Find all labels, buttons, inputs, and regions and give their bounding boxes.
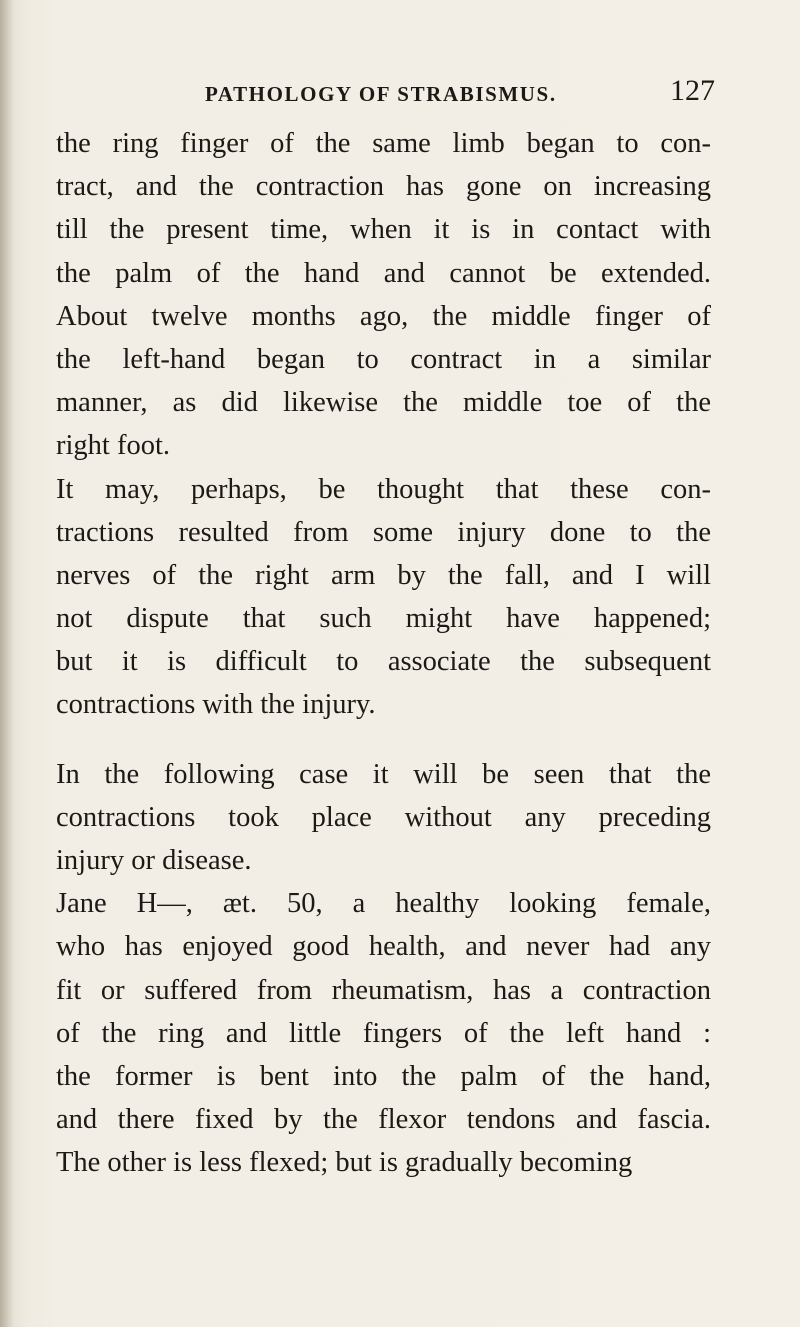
text-line: nerves of the right arm by the fall, and I will (56, 559, 711, 591)
body-text (56, 122, 711, 1185)
text-line: About twelve months ago, the middle finger of (56, 300, 711, 332)
text-line: fit or suffered from rheumatism, has a contraction (56, 974, 711, 1006)
text-line: who has enjoyed good health, and never had any (56, 931, 711, 963)
text-line: tract, and the contraction has gone on increasing (56, 171, 711, 203)
text-line: right foot. (56, 430, 170, 462)
text-line: In the following case it will be seen that the (56, 758, 711, 790)
text-line: till the present time, when it is in contact with (56, 214, 711, 246)
text-line: the former is bent into the palm of the hand, (56, 1060, 711, 1092)
text-line: contractions took place without any preceding (56, 801, 711, 833)
paragraph-gap (56, 727, 711, 753)
text-line: tractions resulted from some injury done to the (56, 516, 711, 548)
running-head (205, 70, 715, 110)
text-line: but it is difficult to associate the subsequent (56, 646, 711, 678)
text-line: and there fixed by the flexor tendons and fascia. (56, 1104, 711, 1136)
text-line: the ring finger of the same limb began to con- (56, 128, 711, 159)
text-line: It may, perhaps, be thought that these con- (56, 473, 711, 505)
text-line: injury or disease. (56, 845, 252, 876)
text-line: manner, as did likewise the middle toe of the (56, 387, 711, 419)
text-line: the left-hand began to contract in a similar (56, 343, 711, 375)
running-title: PATHOLOGY OF STRABISMUS. (205, 82, 557, 106)
text-line: Jane H—, æt. 50, a healthy looking female, (56, 888, 711, 920)
text-line: the palm of the hand and cannot be extended. (56, 257, 711, 289)
gutter-shadow (0, 0, 14, 1327)
page-number: 127 (670, 74, 715, 107)
text-line: not dispute that such might have happened; (56, 603, 711, 635)
text-line: The other is less flexed; but is gradually becoming (56, 1147, 633, 1179)
text-line: contractions with the injury. (56, 689, 376, 721)
text-line: of the ring and little fingers of the left hand : (56, 1017, 711, 1049)
